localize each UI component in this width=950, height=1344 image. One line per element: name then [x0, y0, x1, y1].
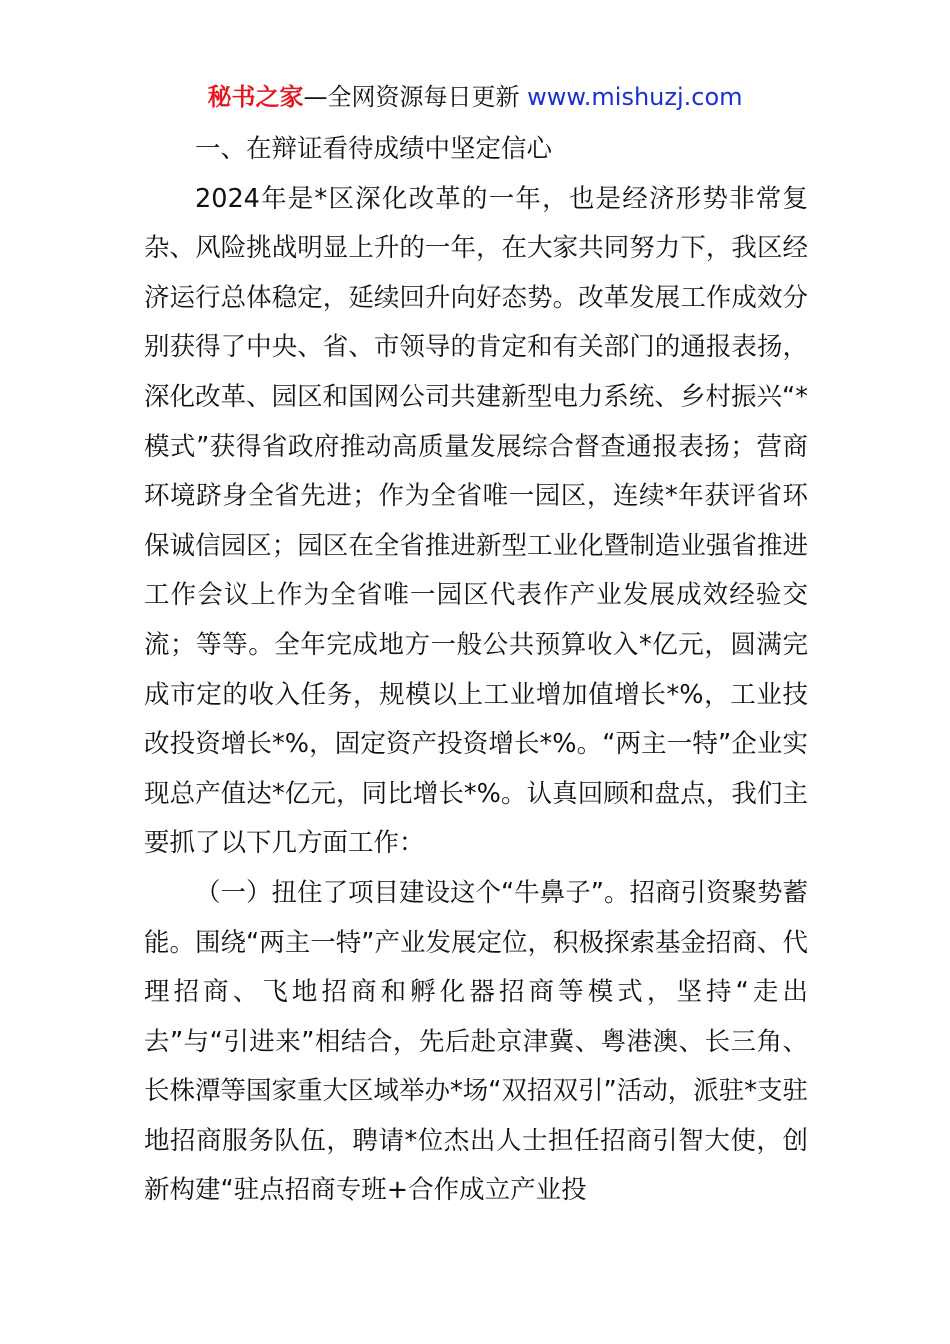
document-body [144, 125, 808, 1216]
paragraph-project-construction: （一）扭住了项目建设这个“牛鼻子”。招商引资聚势蓄能。围绕“两主一特”产业发展定位，积极探索基金招商、代理招商、飞地招商和孵化器招商等模式，坚持“走出去”与“引进来”相结合，先后赴京津冀、粤港澳、长三角、长株潭等国家重大区域举办*场“双招双引”活动，派驻*支驻地招商服务队伍，聘请*位杰出人士担任招商引智大使，创新构建“驻点招商专班+合作成立产业投 [144, 877, 808, 1206]
paragraph-overview: 2024年是*区深化改革的一年，也是经济形势非常复杂、风险挑战明显上升的一年，在大家共同努力下，我区经济运行总体稳定，延续回升向好态势。改革发展工作成效分别获得了中央、省、市领导的肯定和有关部门的通报表扬，深化改革、园区和国网公司共建新型电力系统、乡村振兴“*模式”获得省政府推动高质量发展综合督查通报表扬；营商环境跻身全省先进；作为全省唯一园区，连续*年获评省环保诚信园区；园区在全省推进新型工业化暨制造业强省推进工作会议上作为全省唯一园区代表作产业发展成效经验交流；等等。全年完成地方一般公共预算收入*亿元，圆满完成市定的收入任务，规模以上工业增加值增长*%，工业技改投资增长*%，固定资产投资增长*%。“两主一特”企业实现总产值达*亿元，同比增长*%。认真回顾和盘点，我们主要抓了以下几方面工作： [144, 183, 808, 859]
watermark-header [0, 80, 950, 114]
brand-name: 秘书之家 [207, 83, 304, 111]
section-heading: 一、在辩证看待成绩中坚定信心 [195, 134, 553, 164]
header-tagline: —全网资源每日更新 [303, 83, 528, 111]
website-link[interactable]: www.mishuzj.com [527, 83, 743, 111]
